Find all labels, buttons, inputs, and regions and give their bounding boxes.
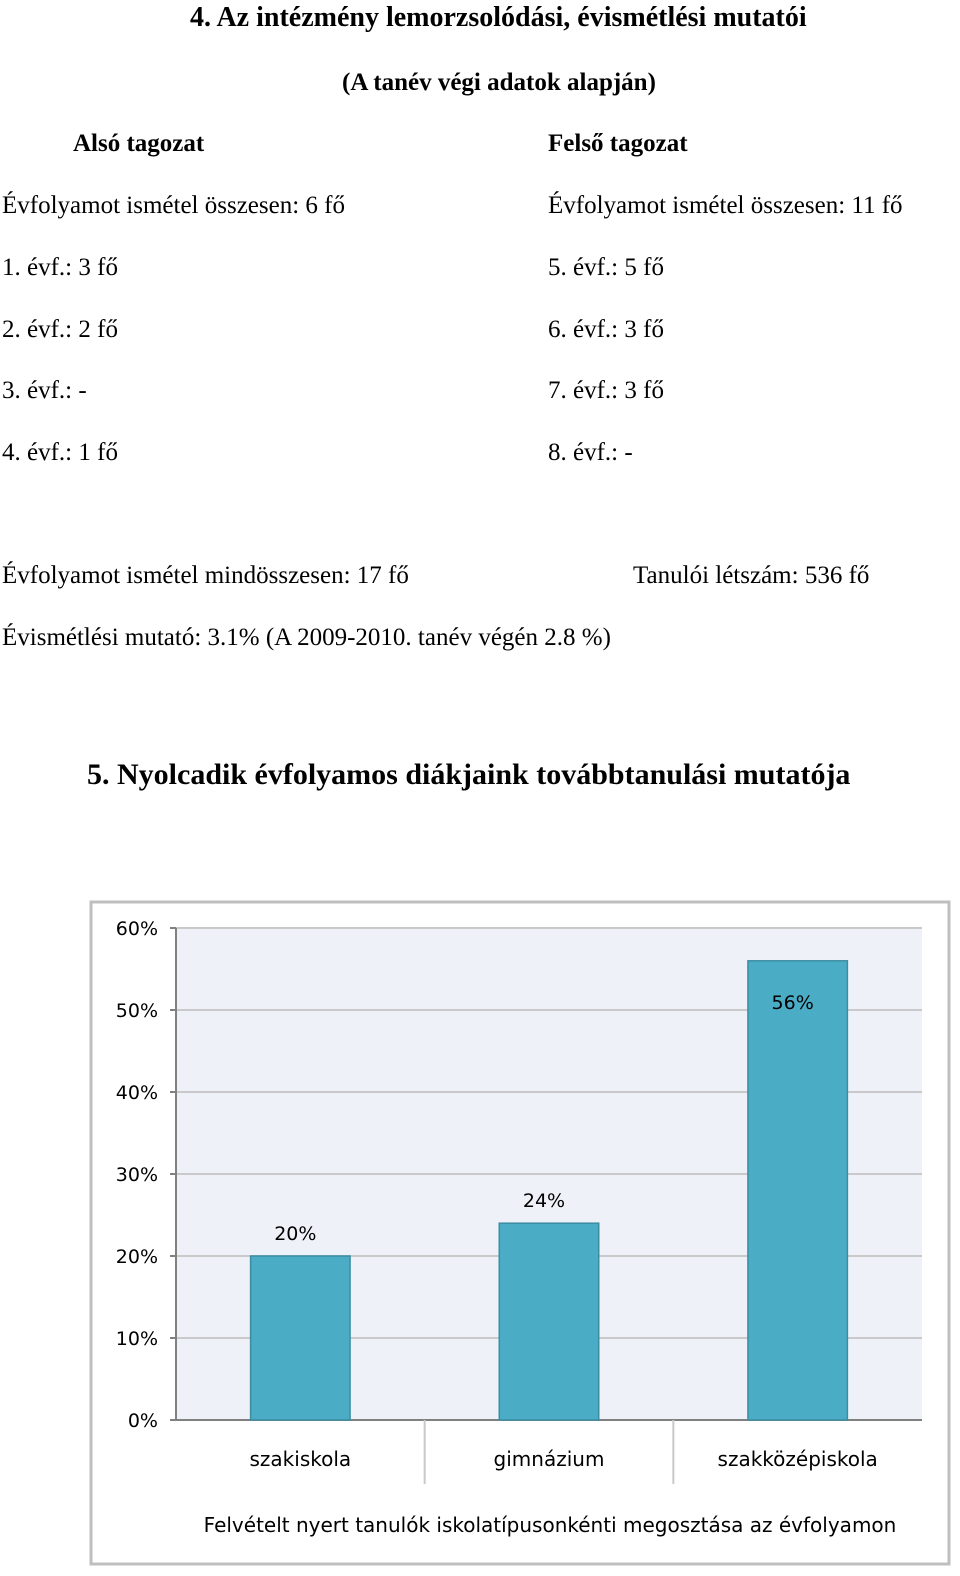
x-axis-label: Felvételt nyert tanulók iskolatípusonkénti megosztása az évfolyamon xyxy=(203,1513,897,1537)
lower-total: Évfolyamot ismétel összesen: 6 fő xyxy=(2,192,345,219)
grand-total: Évfolyamot ismétel mindösszesen: 17 fő xyxy=(2,562,409,589)
y-tick-label: 0% xyxy=(127,1410,158,1432)
lower-row: 4. évf.: 1 fő xyxy=(2,439,118,466)
category-label: szakközépiskola xyxy=(717,1447,878,1471)
upper-heading: Felső tagozat xyxy=(548,130,688,157)
lower-heading: Alsó tagozat xyxy=(73,130,205,157)
upper-row: 7. évf.: 3 fő xyxy=(548,377,664,404)
bar xyxy=(499,1223,598,1420)
upper-row: 5. évf.: 5 fő xyxy=(548,254,664,281)
data-label: 56% xyxy=(771,991,814,1014)
data-label: 24% xyxy=(522,1190,566,1213)
lower-row: 3. évf.: - xyxy=(2,377,87,404)
y-tick-label: 10% xyxy=(115,1328,158,1350)
section4-subtitle: (A tanév végi adatok alapján) xyxy=(342,69,656,96)
y-tick-label: 50% xyxy=(115,1000,158,1022)
data-label: 20% xyxy=(274,1223,317,1245)
category-label: gimnázium xyxy=(493,1447,605,1471)
lower-row: 2. évf.: 2 fő xyxy=(2,316,118,343)
upper-row: 6. évf.: 3 fő xyxy=(548,316,664,343)
category-label: szakiskola xyxy=(249,1447,352,1471)
upper-total: Évfolyamot ismétel összesen: 11 fő xyxy=(548,192,903,219)
y-tick-label: 60% xyxy=(115,918,158,940)
student-count: Tanulói létszám: 536 fő xyxy=(633,562,870,589)
y-tick-label: 20% xyxy=(115,1246,158,1268)
upper-row: 8. évf.: - xyxy=(548,439,633,466)
section4-title: 4. Az intézmény lemorzsolódási, évismétlési mutatói xyxy=(190,2,807,33)
lower-row: 1. évf.: 3 fő xyxy=(2,254,118,281)
bar xyxy=(251,1256,350,1420)
y-tick-label: 40% xyxy=(115,1082,158,1104)
repeat-rate: Évismétlési mutató: 3.1% (A 2009-2010. tanév végén 2.8 %) xyxy=(2,624,611,651)
section5-title: 5. Nyolcadik évfolyamos diákjaink továbbtanulási mutatója xyxy=(87,758,851,791)
y-tick-label: 30% xyxy=(115,1164,158,1186)
bar xyxy=(748,961,847,1420)
